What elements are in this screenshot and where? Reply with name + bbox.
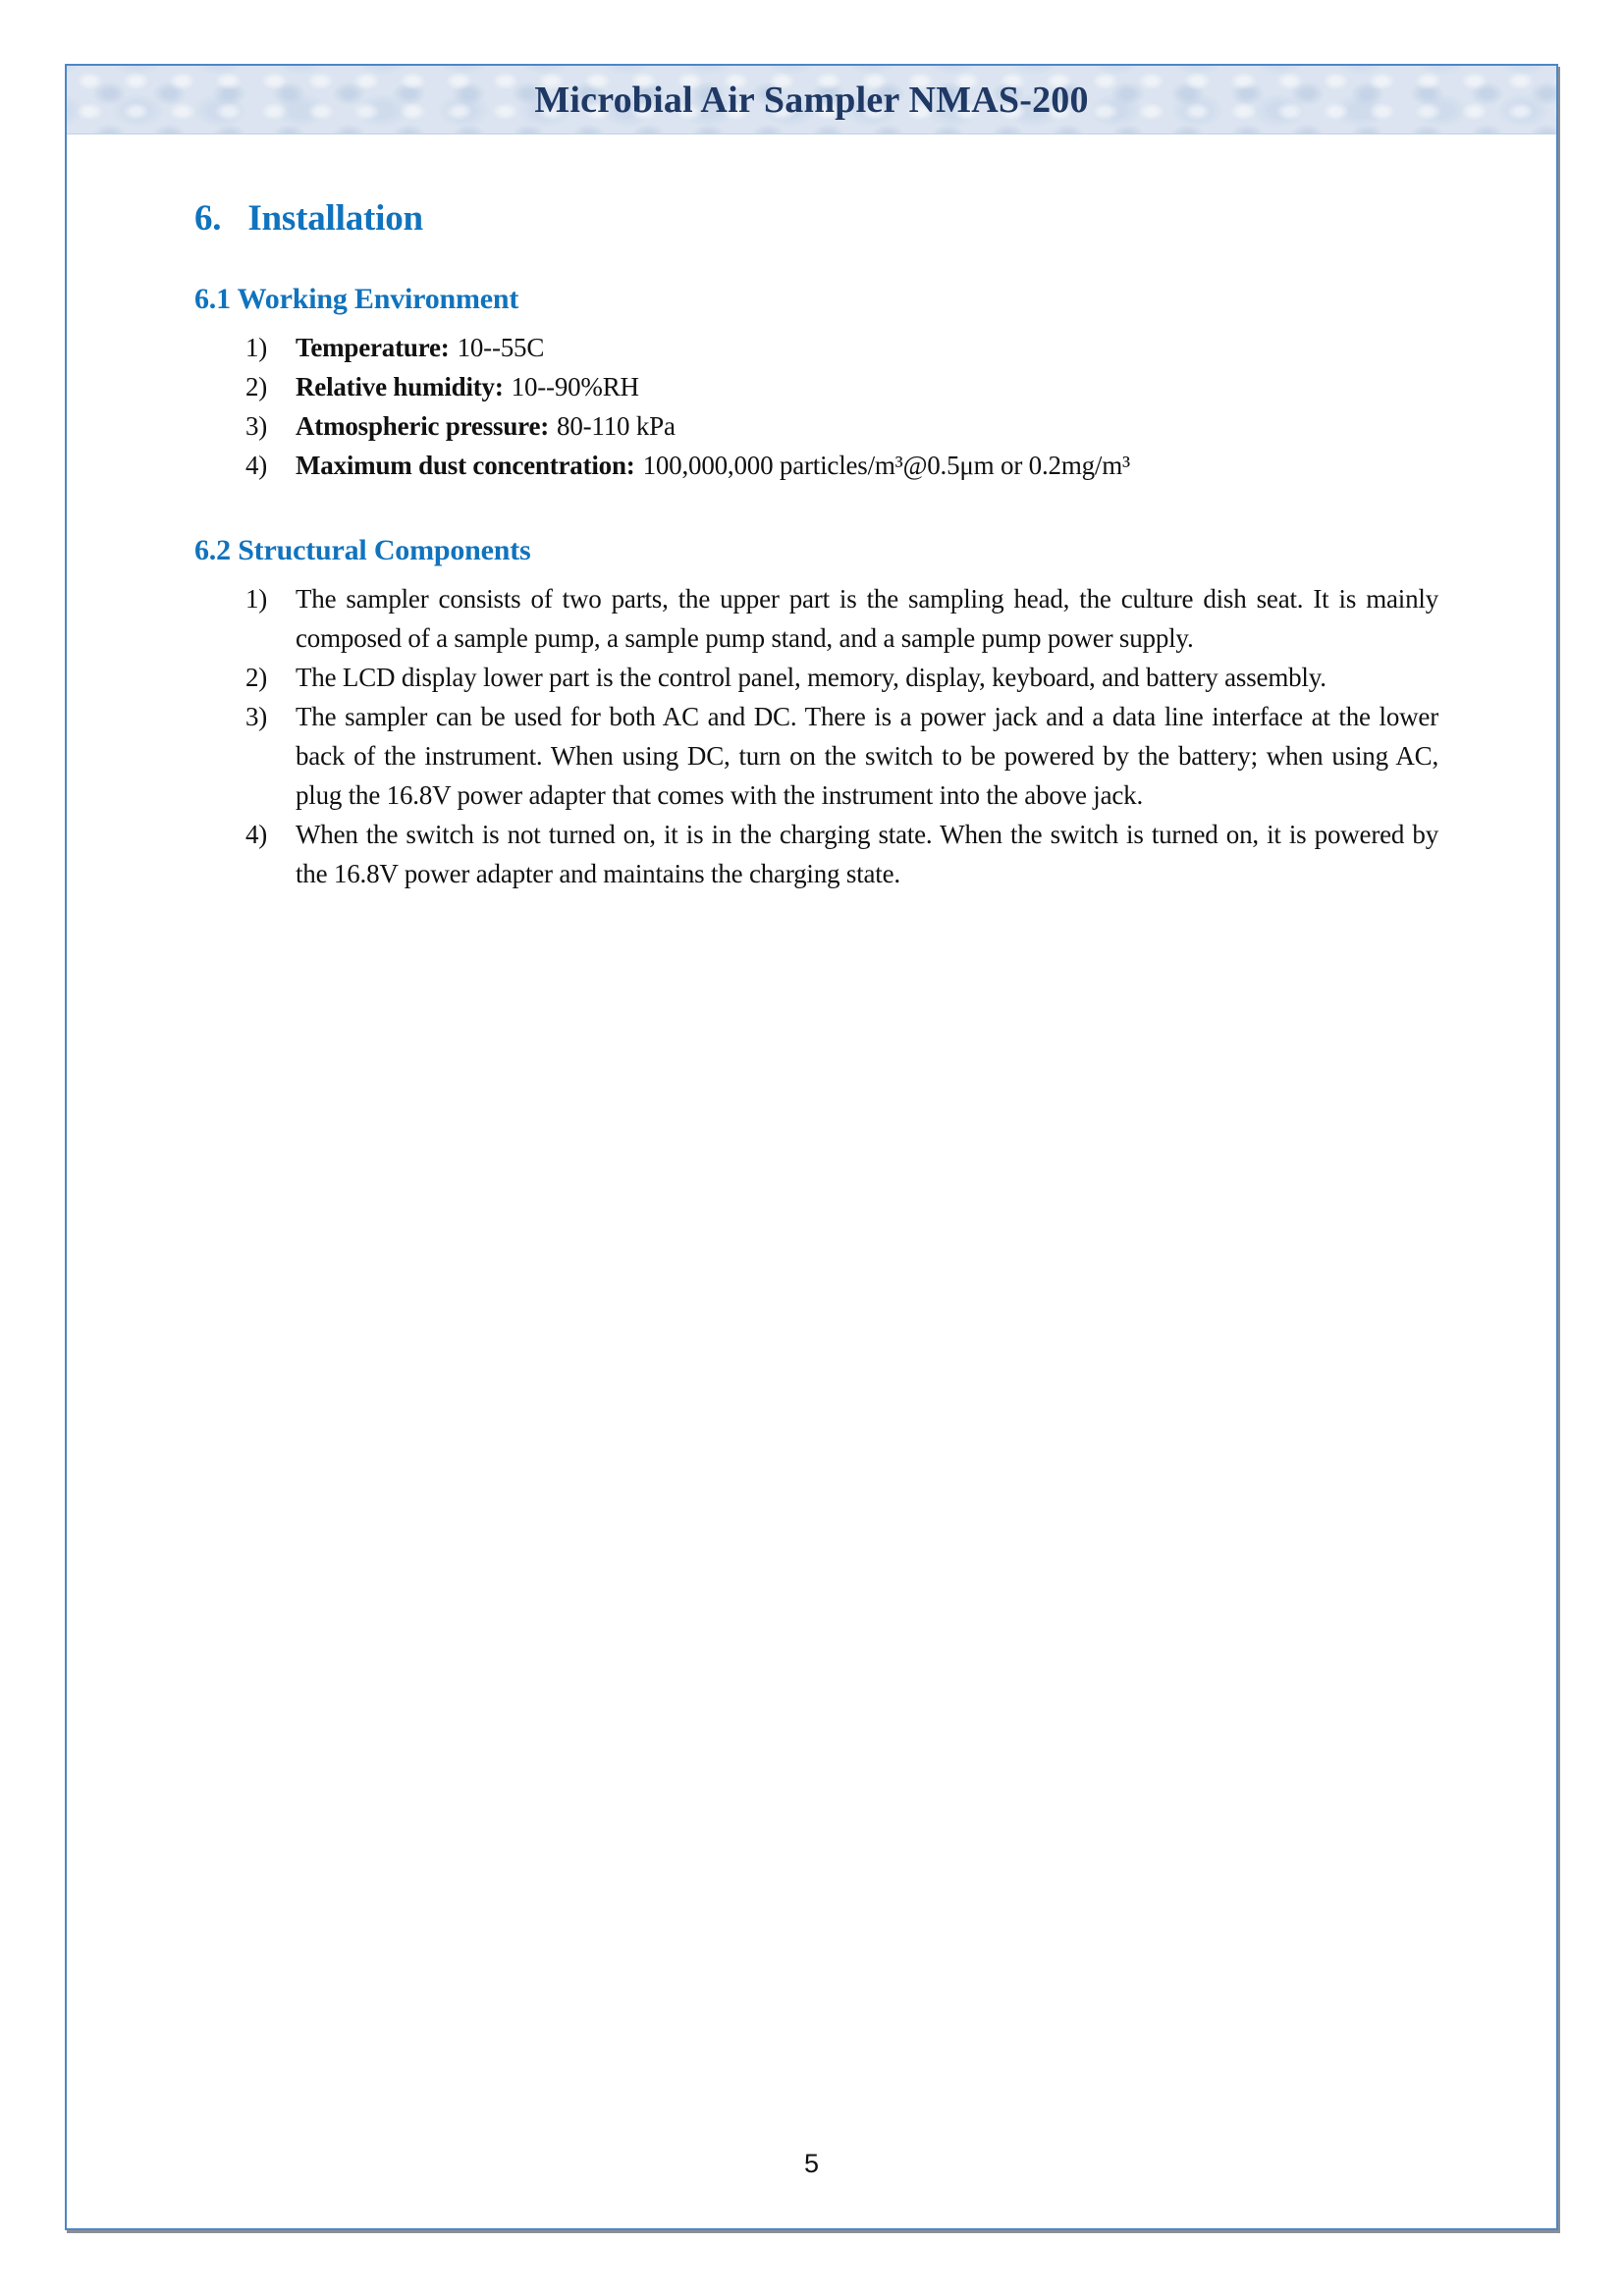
header-banner (67, 66, 1556, 134)
list-item (245, 367, 1438, 406)
paragraph-text: The sampler can be used for both AC and DC. There is a power jack and a data line interface at the lower back of the instrument. When using DC, turn on the switch to be powered by the battery; when using AC, plug the 16.8V power adapter that comes with the instrument into the above jack. (296, 702, 1438, 810)
list-item (245, 446, 1438, 485)
item-label: Maximum dust concentration: (296, 451, 635, 480)
page-number: 5 (803, 2149, 820, 2178)
item-number: 1) (245, 333, 268, 362)
item-number: 4) (245, 451, 268, 480)
item-value: 10--90%RH (511, 372, 639, 401)
structural-components-list (245, 579, 1438, 893)
page-title: Microbial Air Sampler NMAS-200 (534, 79, 1089, 121)
item-number: 3) (245, 411, 268, 441)
item-value: 100,000,000 particles/m³@0.5μm or 0.2mg/m³ (642, 451, 1130, 480)
paragraph-text: The LCD display lower part is the control panel, memory, display, keyboard, and battery assembly. (296, 663, 1326, 692)
item-number: 2) (245, 372, 268, 401)
item-label: Temperature: (296, 333, 450, 362)
page-footer (67, 2149, 1556, 2179)
item-number: 2) (245, 663, 268, 692)
content-area (67, 134, 1556, 893)
paragraph-text: The sampler consists of two parts, the upper part is the sampling head, the culture dish seat. It is mainly composed of a sample pump, a sample pump stand, and a sample pump power supply. (296, 584, 1438, 653)
subsection-heading-working-environment: 6.1 Working Environment (194, 283, 519, 315)
working-environment-list (245, 328, 1438, 485)
item-value: 80-110 kPa (557, 411, 676, 441)
item-value: 10--55C (457, 333, 545, 362)
item-label: Atmospheric pressure: (296, 411, 550, 441)
item-label: Relative humidity: (296, 372, 504, 401)
list-item (245, 406, 1438, 446)
subsection-heading-structural-components: 6.2 Structural Components (194, 534, 531, 566)
list-item (245, 658, 1438, 697)
paragraph-text: When the switch is not turned on, it is in the charging state. When the switch is turned on, it is powered by the 16.8V power adapter and maintains the charging state. (296, 820, 1438, 888)
section-number: 6. (194, 198, 222, 239)
item-number: 1) (245, 584, 268, 614)
section-label: Installation (247, 198, 423, 239)
page-frame (65, 64, 1558, 2230)
list-item (245, 697, 1438, 815)
list-item (245, 815, 1438, 893)
list-item (245, 328, 1438, 367)
item-number: 3) (245, 702, 268, 731)
list-item (245, 579, 1438, 658)
item-number: 4) (245, 820, 268, 849)
section-heading (194, 197, 1438, 240)
